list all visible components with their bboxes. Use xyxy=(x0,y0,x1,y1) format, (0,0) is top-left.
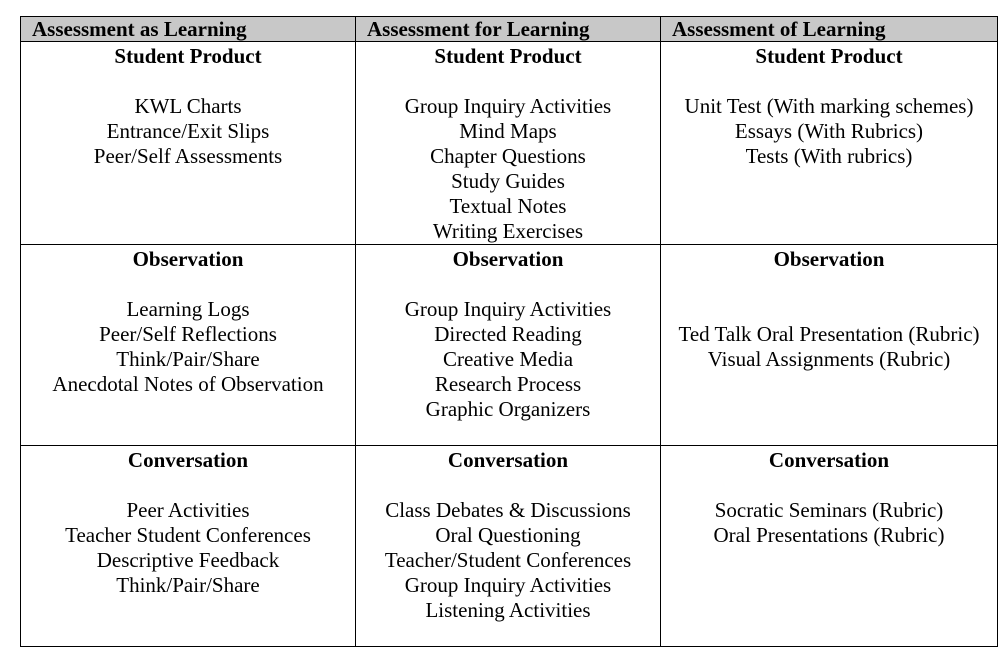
assessment-table xyxy=(20,16,998,647)
item-list xyxy=(21,297,355,397)
item-list xyxy=(661,498,997,548)
list-item: Graphic Organizers xyxy=(425,397,591,421)
item-list xyxy=(356,94,660,244)
cell-heading: Student Product xyxy=(114,44,262,68)
list-item: Directed Reading xyxy=(434,322,582,346)
list-item: Group Inquiry Activities xyxy=(404,297,612,321)
list-item: Peer Activities xyxy=(126,498,250,522)
list-item: Oral Questioning xyxy=(435,523,581,547)
cell-heading: Observation xyxy=(773,247,885,271)
list-item: Visual Assignments (Rubric) xyxy=(707,347,951,371)
cell-student-product-of-learning xyxy=(661,42,998,245)
list-item: Teacher Student Conferences xyxy=(65,523,311,547)
cell-conversation-as-learning xyxy=(21,446,356,647)
list-item: Socratic Seminars (Rubric) xyxy=(714,498,944,522)
list-item: Entrance/Exit Slips xyxy=(106,119,270,143)
item-list xyxy=(661,297,997,372)
list-item: Class Debates & Discussions xyxy=(385,498,631,522)
column-header-for-learning: Assessment for Learning xyxy=(356,17,661,42)
cell-heading: Conversation xyxy=(768,448,890,472)
item-list xyxy=(661,94,997,169)
item-list xyxy=(21,498,355,598)
table-body xyxy=(21,42,998,647)
list-item: Chapter Questions xyxy=(430,144,586,168)
list-item xyxy=(661,297,997,322)
list-item: Mind Maps xyxy=(459,119,557,143)
cell-student-product-for-learning xyxy=(356,42,661,245)
table-header xyxy=(21,17,998,42)
list-item: Textual Notes xyxy=(449,194,567,218)
list-item: Creative Media xyxy=(442,347,574,371)
list-item: Essays (With Rubrics) xyxy=(734,119,924,143)
list-item: Listening Activities xyxy=(425,598,591,622)
cell-observation-as-learning xyxy=(21,245,356,446)
list-item: Think/Pair/Share xyxy=(116,573,260,597)
cell-student-product-as-learning xyxy=(21,42,356,245)
cell-observation-of-learning xyxy=(661,245,998,446)
table-row-student-product xyxy=(21,42,998,245)
cell-heading: Observation xyxy=(452,247,564,271)
cell-heading: Conversation xyxy=(447,448,569,472)
cell-heading: Conversation xyxy=(127,448,249,472)
list-item: Learning Logs xyxy=(126,297,250,321)
header-row xyxy=(21,17,998,42)
list-item: Group Inquiry Activities xyxy=(404,573,612,597)
list-item: Study Guides xyxy=(451,169,565,193)
list-item: Group Inquiry Activities xyxy=(404,94,612,118)
list-item: Oral Presentations (Rubric) xyxy=(713,523,945,547)
list-item: Tests (With rubrics) xyxy=(745,144,913,168)
cell-conversation-for-learning xyxy=(356,446,661,647)
cell-conversation-of-learning xyxy=(661,446,998,647)
cell-heading: Student Product xyxy=(755,44,903,68)
column-header-as-learning: Assessment as Learning xyxy=(21,17,356,42)
list-item: Think/Pair/Share xyxy=(116,347,260,371)
list-item: Unit Test (With marking schemes) xyxy=(684,94,974,118)
cell-heading: Student Product xyxy=(434,44,582,68)
column-header-of-learning: Assessment of Learning xyxy=(661,17,998,42)
list-item: Peer/Self Assessments xyxy=(93,144,283,168)
list-item: Peer/Self Reflections xyxy=(99,322,277,346)
list-item: Teacher/Student Conferences xyxy=(384,548,632,572)
list-item: Anecdotal Notes of Observation xyxy=(52,372,324,396)
list-item: KWL Charts xyxy=(134,94,242,118)
item-list xyxy=(356,297,660,422)
item-list xyxy=(21,94,355,169)
table-row-conversation xyxy=(21,446,998,647)
item-list xyxy=(356,498,660,623)
list-item: Ted Talk Oral Presentation (Rubric) xyxy=(678,322,980,346)
list-item: Research Process xyxy=(434,372,582,396)
cell-heading: Observation xyxy=(132,247,244,271)
cell-observation-for-learning xyxy=(356,245,661,446)
list-item: Writing Exercises xyxy=(432,219,584,243)
table-row-observation xyxy=(21,245,998,446)
list-item: Descriptive Feedback xyxy=(96,548,280,572)
